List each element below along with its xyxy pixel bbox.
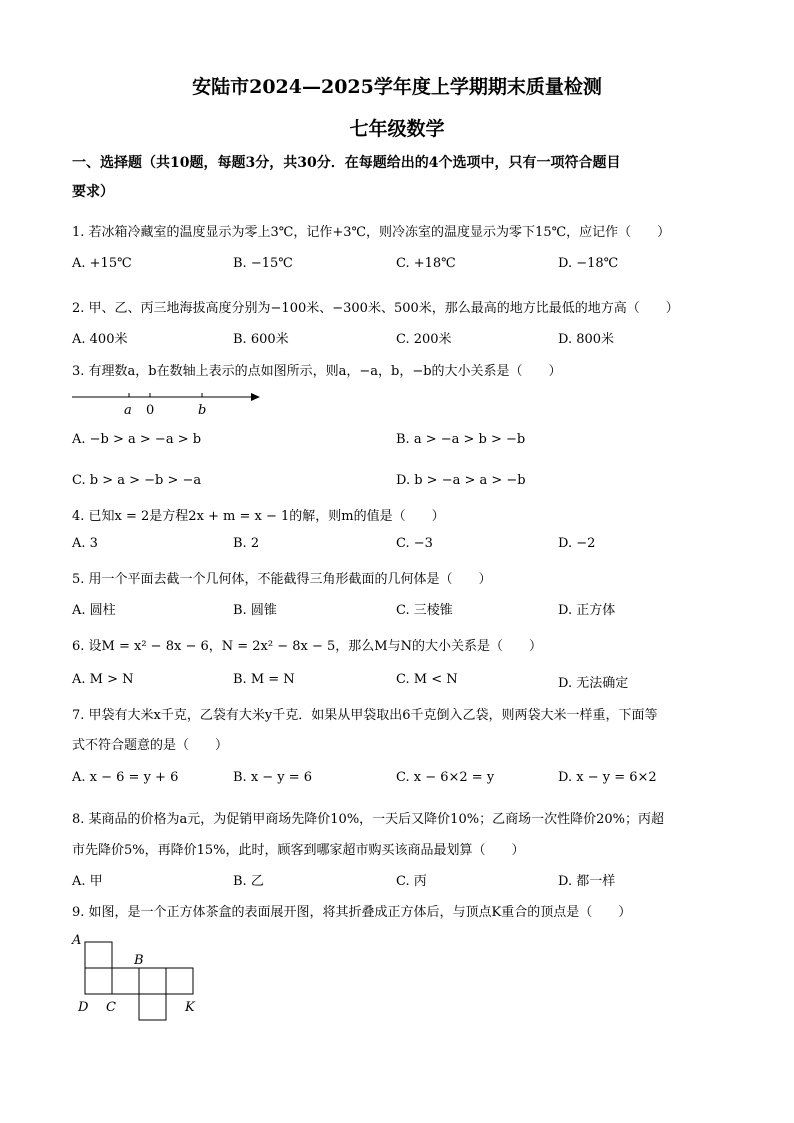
question-1-option-b: B. −15℃: [233, 256, 293, 271]
number-line-label-0: 0: [146, 403, 155, 418]
question-7-text-line1: 7. 甲袋有大米x千克，乙袋有大米y千克．如果从甲袋取出6千克倒入乙袋，则两袋大米一样重，下面等: [72, 708, 658, 723]
question-7-option-b: B. x − y = 6: [233, 770, 313, 785]
question-2-option-c: C. 200米: [396, 332, 452, 347]
question-4-text: 4. 已知x = 2是方程2x + m = x − 1的解，则m的值是（ ）: [72, 509, 445, 524]
question-4-option-b: B. 2: [233, 536, 260, 551]
net-square-1: [85, 942, 112, 968]
number-line-label-b: b: [198, 403, 207, 418]
number-line-label-a: a: [124, 403, 132, 418]
question-8-text-line2: 市先降价5%，再降价15%，此时，顾客到哪家超市购买该商品最划算（ ）: [72, 843, 525, 858]
question-6-option-a: A. M > N: [72, 672, 134, 687]
net-label-b: B: [134, 953, 144, 968]
question-4-option-c: C. −3: [396, 536, 433, 551]
question-9-text: 9. 如图，是一个正方体茶盒的表面展开图，将其折叠成正方体后，与顶点K重合的顶点是（ ）: [72, 905, 632, 920]
net-label-c: C: [106, 1000, 116, 1015]
question-7-text-line2: 式不符合题意的是（ ）: [72, 738, 229, 753]
cube-net-figure: [68, 928, 208, 1026]
question-5-option-a: A. 圆柱: [72, 603, 116, 618]
net-square-3: [112, 968, 139, 994]
question-6-option-d: D. 无法确定: [558, 676, 629, 691]
question-8-option-a: A. 甲: [72, 874, 103, 889]
section-heading-line2: 要求）: [72, 184, 114, 200]
net-square-2: [85, 968, 112, 994]
question-5-option-d: D. 正方体: [558, 603, 616, 618]
net-label-a: A: [72, 933, 82, 948]
number-line-arrow: [251, 393, 260, 401]
question-8-option-d: D. 都一样: [558, 874, 616, 889]
question-6-option-b: B. M = N: [233, 672, 295, 687]
question-5-option-c: C. 三棱锥: [396, 603, 453, 618]
question-4-option-d: D. −2: [558, 536, 596, 551]
question-1-option-d: D. −18℃: [558, 256, 619, 271]
question-3-option-c: C. b > a > −b > −a: [72, 473, 202, 488]
net-square-6: [139, 994, 166, 1020]
net-label-k: K: [185, 1000, 195, 1015]
question-3-option-b: B. a > −a > b > −b: [396, 432, 526, 447]
question-6-option-c: C. M < N: [396, 672, 458, 687]
page-subtitle: 七年级数学: [349, 118, 445, 140]
question-5-text: 5. 用一个平面去截一个几何体，不能截得三角形截面的几何体是（ ）: [72, 572, 492, 587]
question-5-option-b: B. 圆锥: [233, 603, 277, 618]
question-2-option-b: B. 600米: [233, 332, 289, 347]
question-2-option-d: D. 800米: [558, 332, 615, 347]
question-2-option-a: A. 400米: [72, 332, 128, 347]
number-line-figure: [68, 384, 268, 418]
question-6-text: 6. 设M = x² − 8x − 6，N = 2x² − 8x − 5，那么M与N的大小关系是（ ）: [72, 639, 542, 654]
question-7-option-c: C. x − 6×2 = y: [396, 770, 495, 785]
question-8-text-line1: 8. 某商品的价格为a元，为促销甲商场先降价10%，一天后又降价10%；乙商场一次性降价20%；丙超: [72, 812, 664, 827]
section-heading-line1: 一、选择题（共10题，每题3分，共30分．在每题给出的4个选项中，只有一项符合题目: [72, 155, 621, 171]
question-8-option-c: C. 丙: [396, 874, 427, 889]
question-7-option-a: A. x − 6 = y + 6: [72, 770, 179, 785]
question-1-option-a: A. +15℃: [72, 256, 132, 271]
page-title: 安陆市2024—2025学年度上学期期末质量检测: [192, 76, 602, 98]
net-square-5: [166, 968, 193, 994]
question-7-option-d: D. x − y = 6×2: [558, 770, 657, 785]
question-3-text: 3. 有理数a，b在数轴上表示的点如图所示，则a，−a，b，−b的大小关系是（ ）: [72, 364, 562, 379]
net-square-4: [139, 968, 166, 994]
question-1-text: 1. 若冰箱冷藏室的温度显示为零上3℃，记作+3℃，则冷冻室的温度显示为零下15℃，应记作（ ）: [72, 225, 671, 240]
question-1-option-c: C. +18℃: [396, 256, 456, 271]
question-3-option-d: D. b > −a > a > −b: [396, 473, 526, 488]
net-label-d: D: [78, 1000, 89, 1015]
question-3-option-a: A. −b > a > −a > b: [72, 432, 202, 447]
question-8-option-b: B. 乙: [233, 874, 264, 889]
question-2-text: 2. 甲、乙、丙三地海拔高度分别为−100米、−300米、500米，那么最高的地方比最低的地方高（ ）: [72, 301, 679, 316]
question-4-option-a: A. 3: [72, 536, 98, 551]
